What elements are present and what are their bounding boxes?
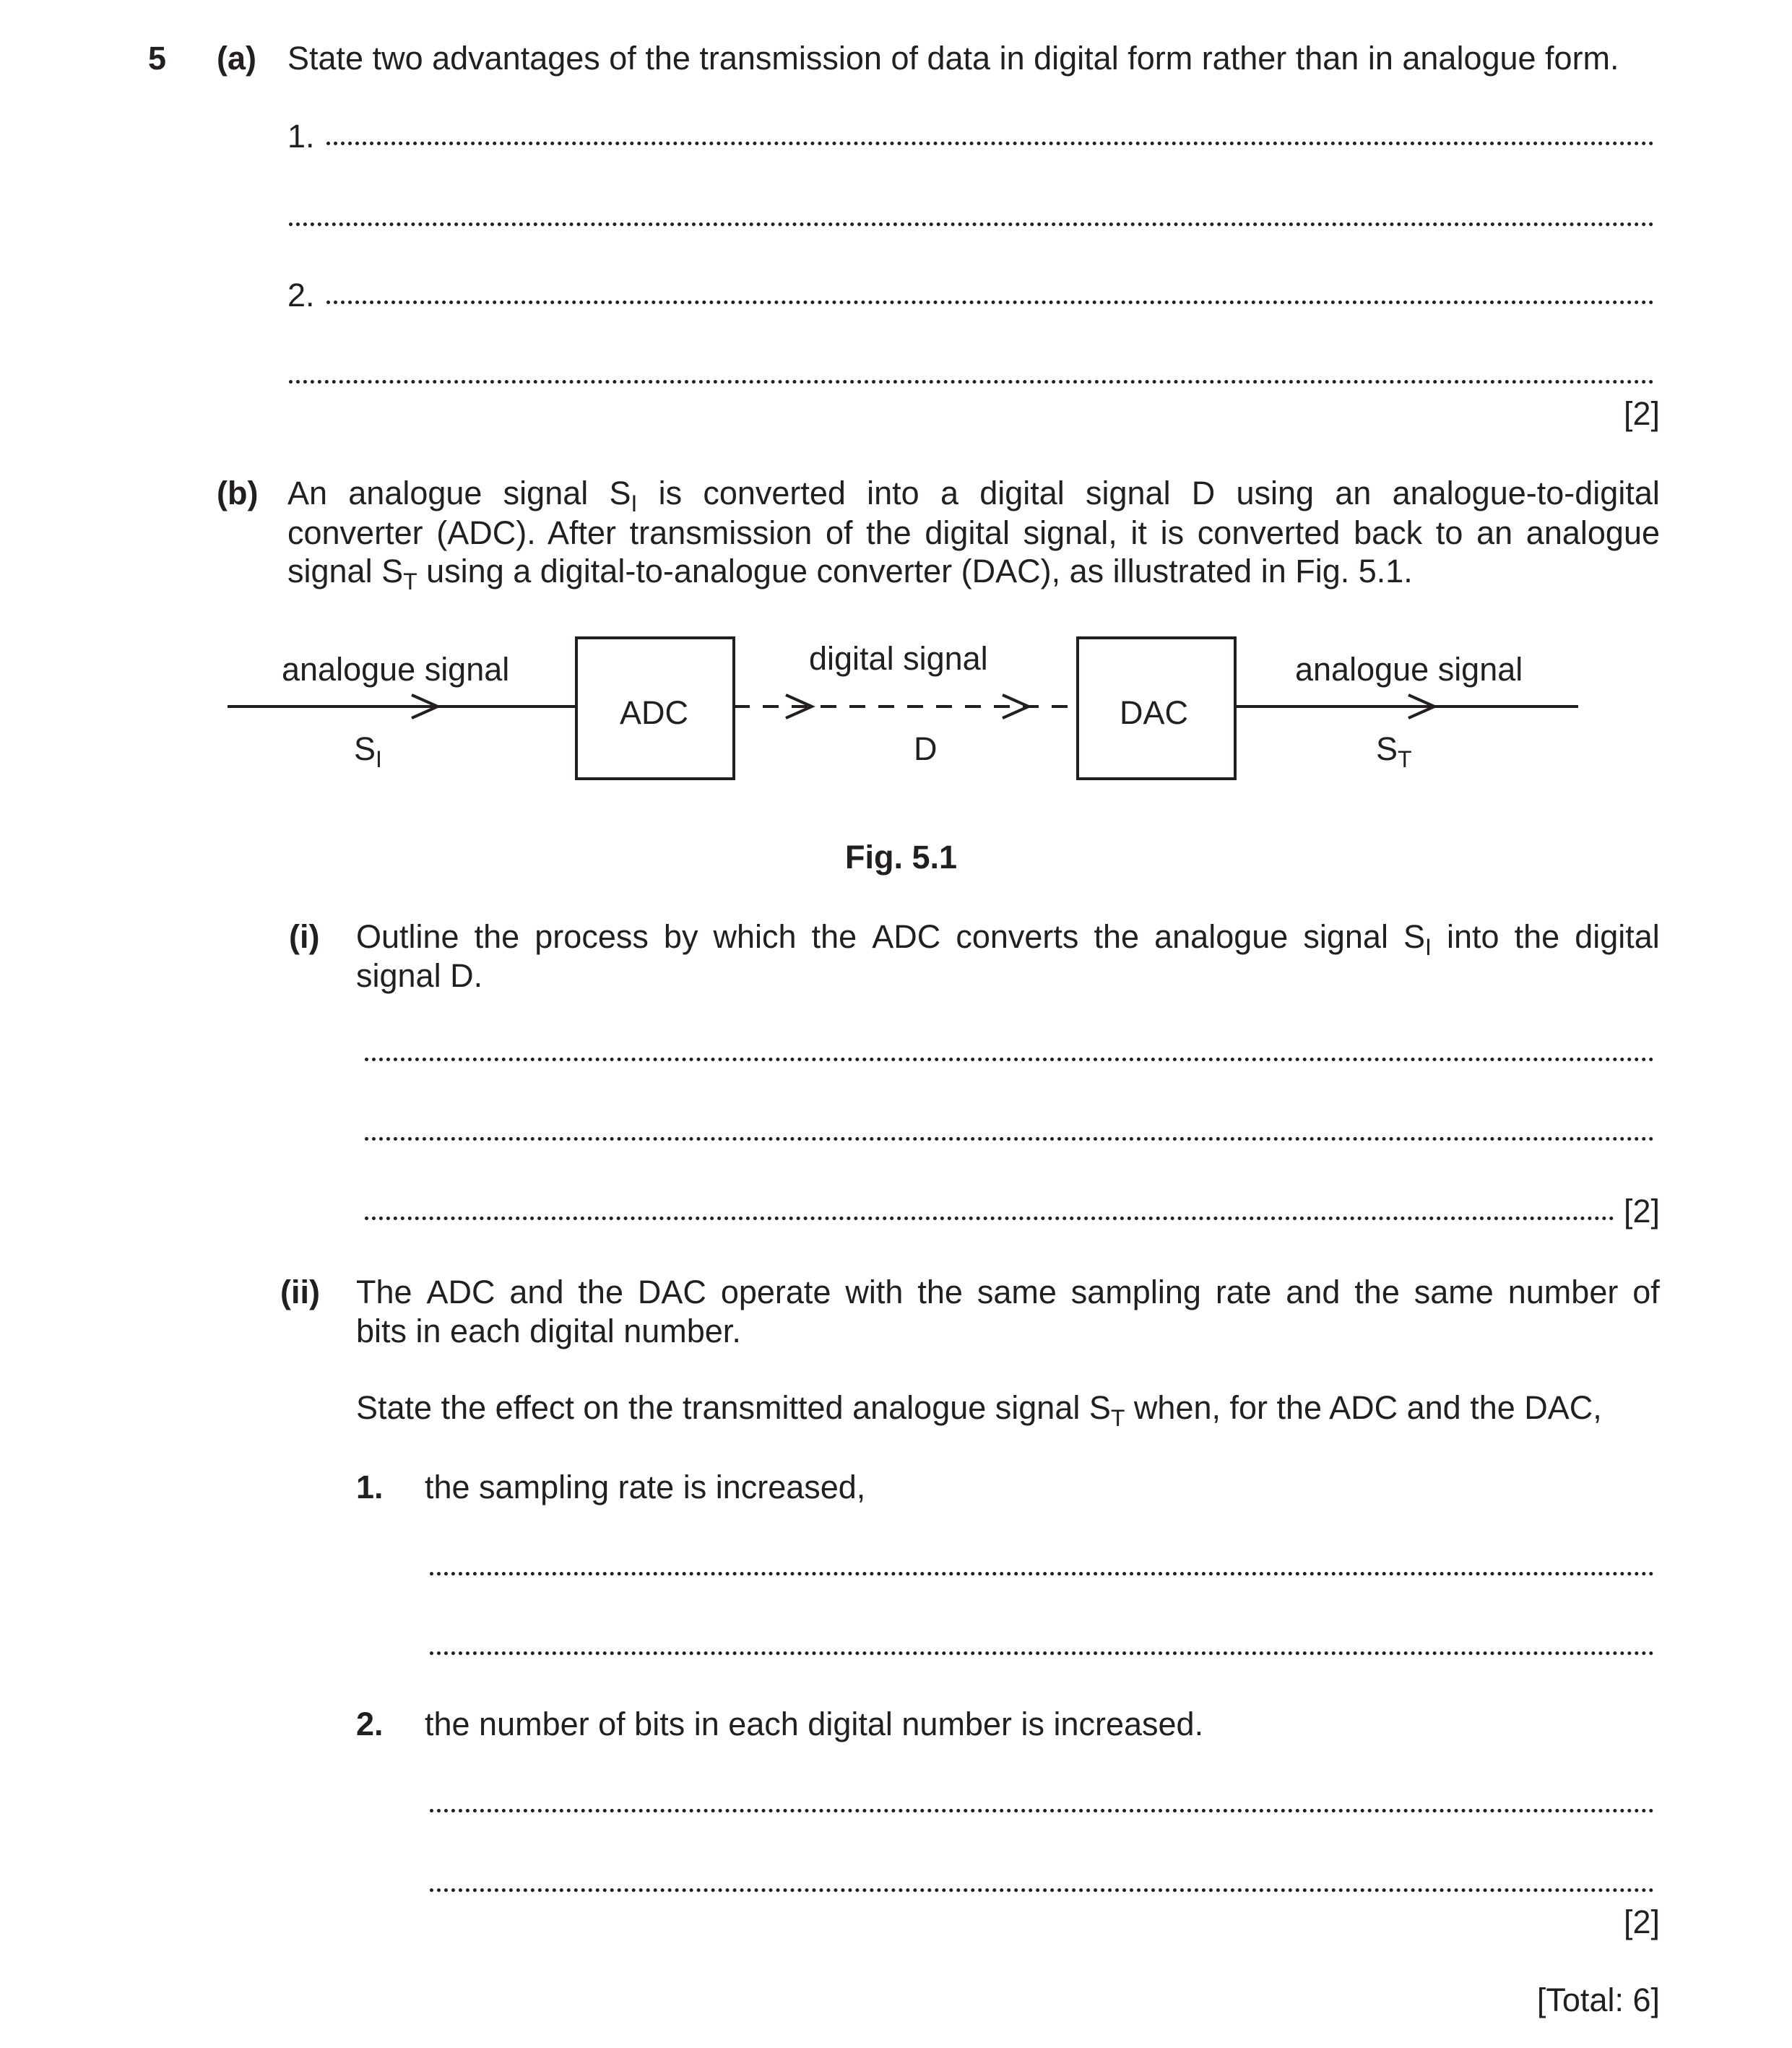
part-i-question-line-1: Outline the process by which the ADC converts the analogue signal $S_I$ into the digital — [356, 918, 1660, 960]
dac-label: DAC — [1120, 694, 1189, 731]
part-b-intro-line-1: An analogue signal $S_I$ is converted into a digital signal D using an analogue-to-digital — [287, 475, 1660, 517]
input-signal-label: analogue signal — [282, 651, 510, 688]
part-a-label: (a) — [217, 40, 256, 77]
marks-b-i: [2] — [1623, 1193, 1660, 1230]
output-signal-label: analogue signal — [1295, 651, 1523, 688]
answer-line[interactable] — [365, 1058, 1654, 1061]
adc-label: ADC — [620, 694, 689, 731]
answer-1-label: 1. — [287, 118, 315, 155]
marks-b-ii: [2] — [1623, 1904, 1660, 1940]
answer-line[interactable] — [365, 1217, 1614, 1220]
input-signal-symbol: $S_I$ — [354, 730, 382, 772]
item-1-text: the sampling rate is increased, — [425, 1469, 866, 1505]
part-ii-question-line-1: The ADC and the DAC operate with the same sampling rate and the same number of — [356, 1274, 1660, 1310]
part-ii-stem: State the effect on the transmitted analogue signal $S_T$ when, for the ADC and the DAC, — [356, 1389, 1602, 1431]
part-i-label: (i) — [289, 918, 320, 955]
item-2-label: 2. — [356, 1706, 384, 1742]
answer-line[interactable] — [365, 1137, 1654, 1141]
item-2-text: the number of bits in each digital number is increased. — [425, 1706, 1204, 1742]
answer-line[interactable] — [430, 1572, 1654, 1576]
answer-line[interactable] — [430, 1888, 1654, 1892]
part-b-label: (b) — [217, 475, 259, 511]
part-b-intro-line-2: converter (ADC). After transmission of the digital signal, it is converted back to an analogue — [287, 514, 1660, 551]
part-ii-label: (ii) — [280, 1274, 320, 1310]
part-i-question-line-2: signal D. — [356, 957, 483, 994]
item-1-label: 1. — [356, 1469, 384, 1505]
output-signal-symbol: $S_T$ — [1376, 730, 1412, 772]
answer-line[interactable] — [430, 1809, 1654, 1812]
answer-line[interactable] — [430, 1651, 1654, 1655]
digital-signal-symbol: D — [914, 730, 938, 767]
digital-signal-label: digital signal — [809, 640, 988, 677]
total-marks: [Total: 6] — [1536, 1982, 1660, 2018]
part-ii-question-line-2: bits in each digital number. — [356, 1313, 741, 1349]
figure-caption: Fig. 5.1 — [845, 839, 958, 876]
part-a-prompt: State two advantages of the transmission of data in digital form rather than in analogue form. — [287, 40, 1619, 77]
question-number: 5 — [148, 40, 167, 77]
marks-a: [2] — [1623, 395, 1660, 432]
answer-2-label: 2. — [287, 277, 315, 314]
part-b-intro-line-3: signal $S_T$ using a digital-to-analogue converter (DAC), as illustrated in Fig. 5.1. — [287, 553, 1413, 595]
